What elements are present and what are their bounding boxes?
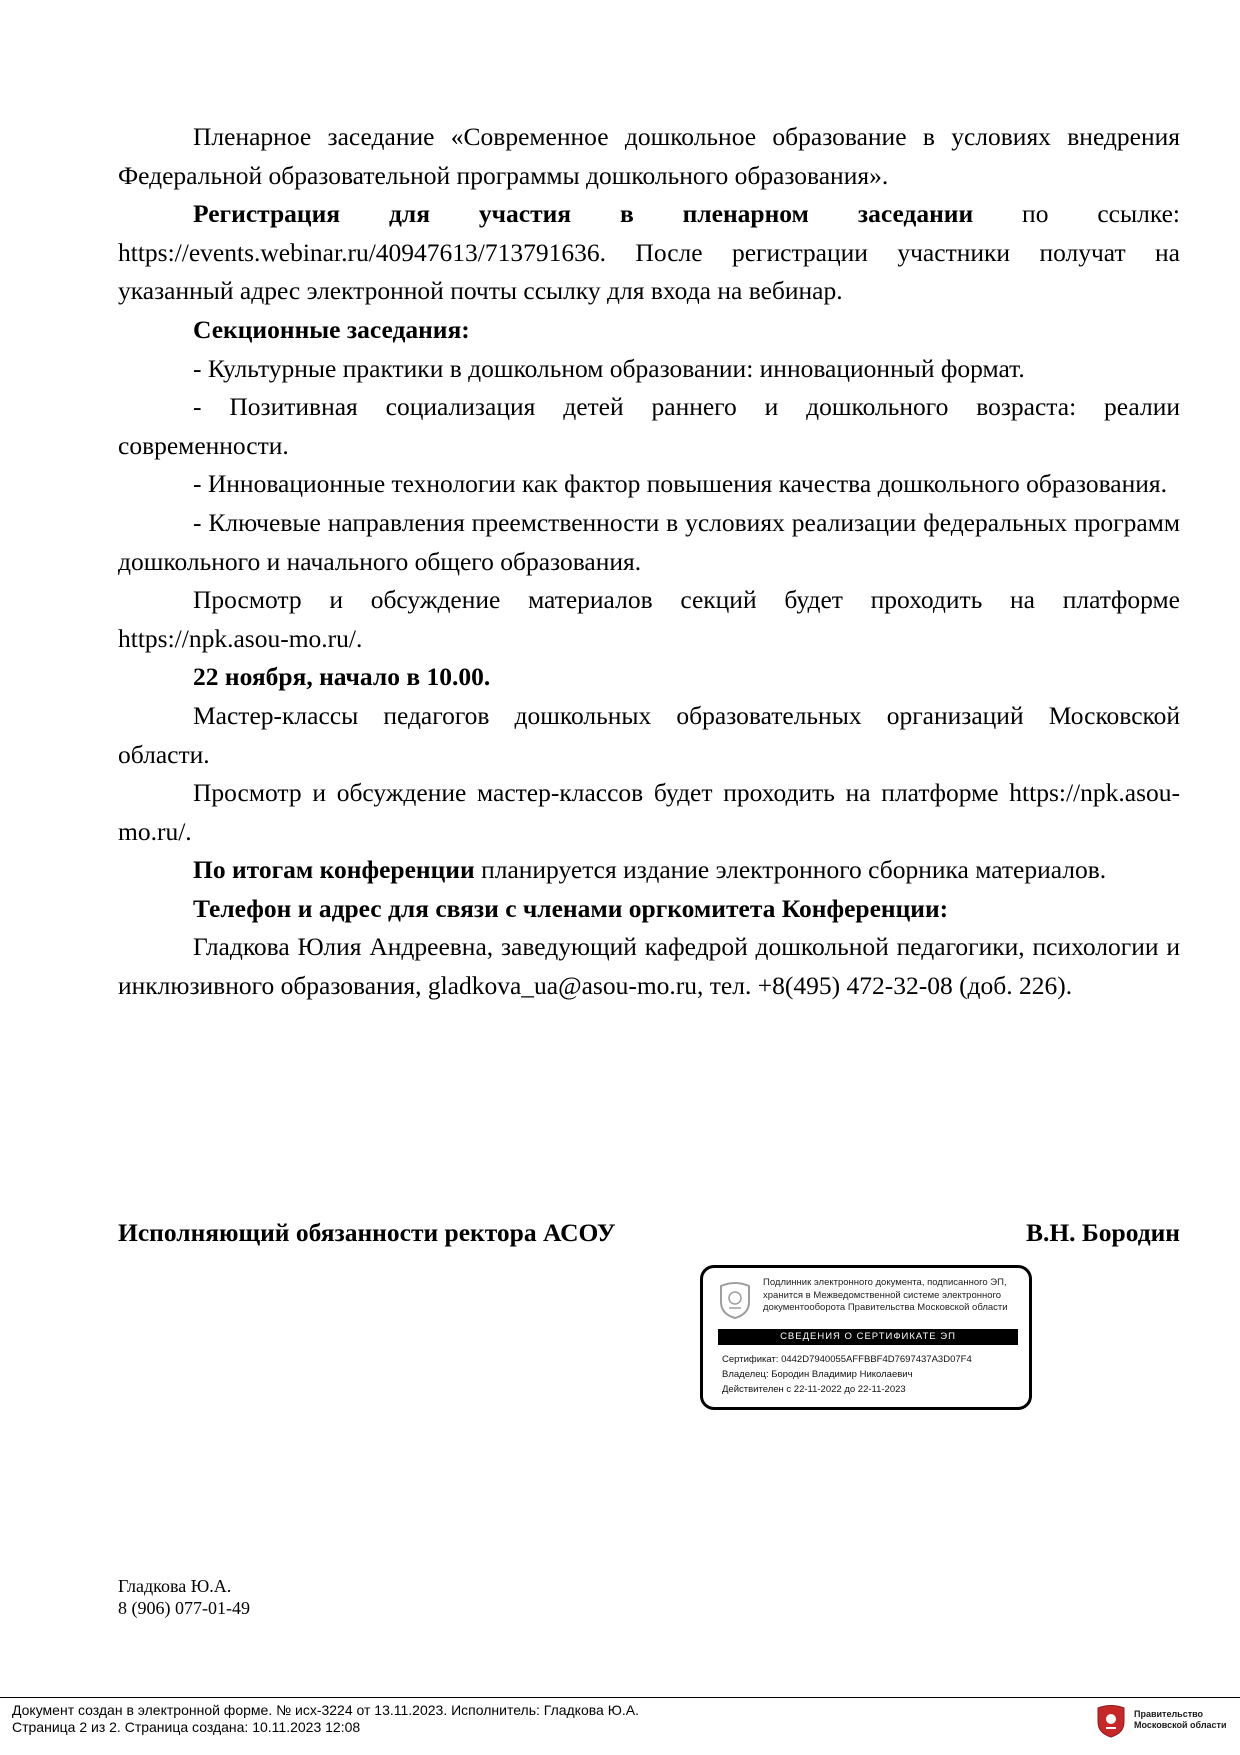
letter-body	[118, 118, 1180, 1006]
stamp-header: СВЕДЕНИЯ О СЕРТИФИКАТЕ ЭП	[718, 1329, 1018, 1345]
results-paragraph	[118, 851, 1180, 890]
section-item: - Ключевые направления преемственности в условиях реализации федеральных программ дошкольного и начального общего образования.	[118, 507, 1180, 576]
section-item: - Инновационные технологии как фактор повышения качества дошкольного образования.	[193, 469, 1168, 499]
sections-heading: Секционные заседания:	[193, 314, 470, 344]
registration-paragraph	[118, 195, 1180, 311]
day2-heading: 22 ноября, начало в 10.00.	[193, 662, 491, 692]
executor-name: Гладкова Ю.А.	[118, 1576, 232, 1596]
masterclasses-paragraph: Мастер-классы педагогов дошкольных образовательных организаций Московской области.	[118, 700, 1180, 769]
footer-line-page: Страница 2 из 2. Страница создана: 10.11.2023 12:08	[12, 1718, 361, 1735]
footer-line-document: Документ создан в электронной форме. № исх-3224 от 13.11.2023. Исполнитель: Гладкова Ю.А.	[12, 1702, 639, 1718]
signature-row	[118, 1218, 1180, 1248]
executor-phone: 8 (906) 077-01-49	[118, 1598, 250, 1618]
contacts-paragraph: Гладкова Юлия Андреевна, заведующий кафедрой дошкольной педагогики, психологии и инклюзивного образования, gladkova_ua@asou-mo.ru, тел. +8(495) 472-32-08 (доб. 226).	[118, 932, 1180, 1001]
masterclasses-view-paragraph: Просмотр и обсуждение мастер-классов будет проходить на платформе https://npk.asou-mo.ru/.	[118, 778, 1180, 846]
plenary-paragraph: Пленарное заседание «Современное дошкольное образование в условиях внедрения Федеральной образовательной программы дошкольного образования».	[118, 122, 1180, 190]
footer-divider	[0, 1697, 1240, 1698]
signer-name: В.Н. Бородин	[1025, 1218, 1180, 1247]
contacts-heading: Телефон и адрес для связи с членами оргкомитета Конференции:	[193, 893, 949, 923]
results-label: По итогам конференции	[193, 855, 475, 885]
government-logo-text: Правительство Московской области	[1134, 1709, 1227, 1730]
stamp-certificate: Сертификат: 0442D7940055AFFBBF4D7697437A3D07F4	[722, 1354, 972, 1365]
coat-of-arms-icon	[717, 1278, 753, 1320]
section-item: - Позитивная социализация детей раннего и дошкольного возраста: реалии современности.	[118, 392, 1180, 460]
registration-label: Регистрация для участия в пленарном заседании	[193, 199, 974, 229]
sections-view-paragraph: Просмотр и обсуждение материалов секций будет проходить на платформе https://npk.asou-mo.ru/.	[118, 585, 1180, 653]
stamp-original-note: Подлинник электронного документа, подписанного ЭП, хранится в Межведомственной системе электронного документооборота Правительства Московской области	[763, 1277, 1008, 1313]
registration-text: по ссылке: https://events.webinar.ru/40947613/713791636. После регистрации участники получат на указанный адрес электронной почты ссылку для входа на вебинар.	[118, 199, 1180, 306]
signer-position: Исполняющий обязанности ректора АСОУ	[118, 1218, 616, 1247]
electronic-signature-stamp	[700, 1265, 1032, 1410]
executor-block	[118, 1575, 250, 1619]
stamp-validity: Действителен с 22-11-2022 до 22-11-2023	[722, 1384, 906, 1395]
section-item: - Культурные практики в дошкольном образовании: инновационный формат.	[193, 353, 1025, 383]
coat-of-arms-icon	[1096, 1702, 1126, 1738]
footer-text	[12, 1702, 639, 1735]
government-logo	[1096, 1700, 1236, 1742]
stamp-owner: Владелец: Бородин Владимир Николаевич	[722, 1369, 913, 1380]
results-text: планируется издание электронного сборника материалов.	[474, 855, 1107, 885]
